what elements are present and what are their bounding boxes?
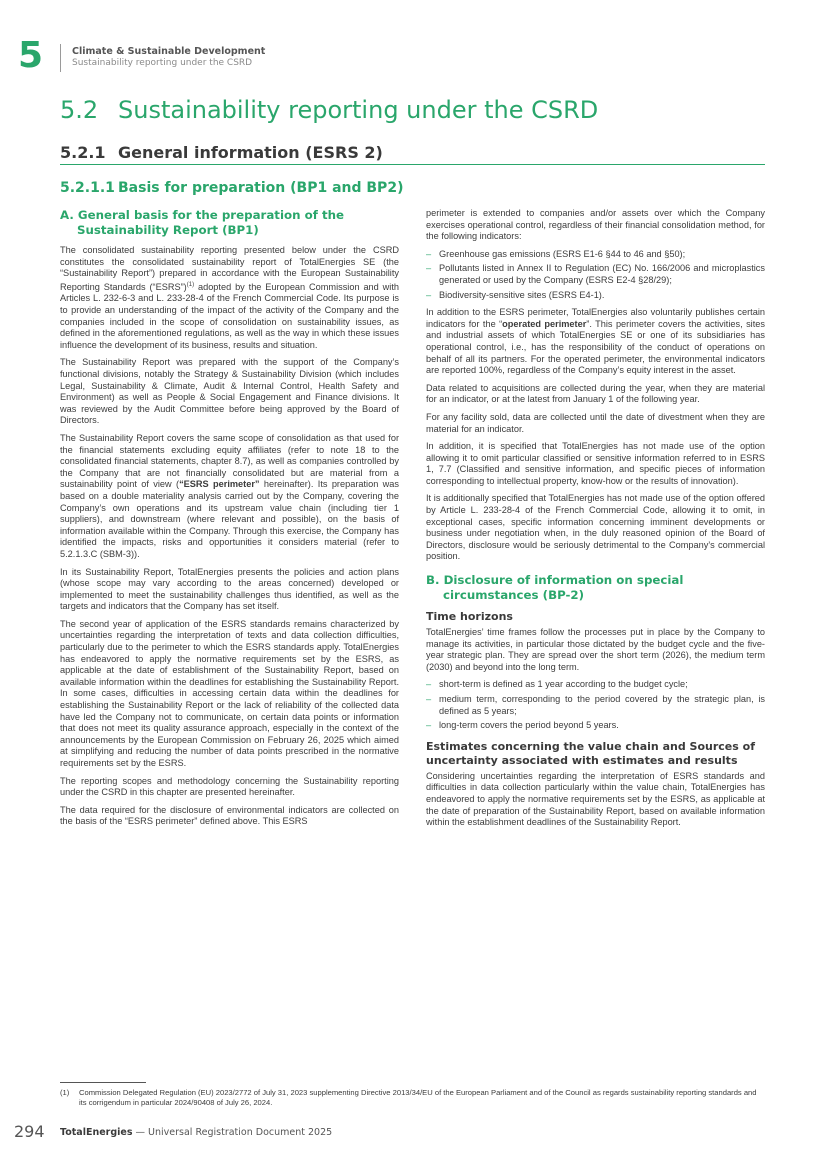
footnote-rule xyxy=(60,1082,146,1083)
page-footer xyxy=(60,1127,332,1138)
paragraph: The Sustainability Report covers the same scope of consolidation as that used for the financial statements excluding equity affiliates (refer to note 18 to the consolidated financial statements, chapter 8.7), as well as companies controlled by the Company that are not financially consolidated but are material from a sustainability point of view (“ESRS perimeter” hereinafter). Its preparation was based on a double materiality analysis carried out by the Company, covering the Company’s own operations and its upstream value chain (including tier 1 suppliers), and downstream (where relevant and possible), on the basis of information available within the Company. Through this exercise, the Company has identified the impacts, risks and opportunities it considers material (refer to 5.2.1.3.C (SBM-3)). xyxy=(60,432,400,559)
paragraph: It is additionally specified that TotalEnergies has not made use of the option offered by Article L. 233-28-4 of the French Commercial Code, allowing it to omit, in exceptional cases, specific information concerning imminent developments or business under negotiation when, in the duly reasoned opinion of the Board of Directors, disclosure would be seriously detrimental to the Company’s commercial position. xyxy=(426,493,765,562)
horizon-list xyxy=(426,679,765,731)
paragraph: In its Sustainability Report, TotalEnergies presents the policies and action plans (whose scope may vary according to the areas concerned) developed or implemented to meet the sustainability challenges thus identified, as well as the targets and indicators that the Company has set itself. xyxy=(60,566,399,612)
list-item: – Pollutants listed in Annex II to Regulation (EC) No. 166/2006 and microplastics generated or used by the Company (ESRS E2-4 §28/29); xyxy=(426,263,765,286)
list-item: – short-term is defined as 1 year according to the budget cycle; xyxy=(426,679,765,691)
paragraph: In addition to the ESRS perimeter, TotalEnergies also voluntarily publishes certain indicators for the “operated perimeter”. This perimeter covers the activities, sites and industrial assets of which TotalEnergies SE or one of its subsidiaries has operational control, i.e., has the responsibility of the conduct of operations on behalf of all its partners. For the operated perimeter, the environmental indicators are reported 100%, regardless of the Company’s equity interest in the asset. xyxy=(426,307,765,376)
chapter-number: 5 xyxy=(18,35,44,76)
section-number: 5.2 xyxy=(60,96,99,124)
company-name: TotalEnergies xyxy=(60,1127,133,1138)
subsubsection-heading xyxy=(60,180,403,196)
chapter-title: Climate & Sustainable Development xyxy=(72,46,266,57)
left-column xyxy=(60,208,399,834)
page-number: 294 xyxy=(14,1122,45,1141)
paragraph: The Sustainability Report was prepared with the support of the Company’s functional divisions, notably the Strategy & Sustainability Division (which includes Legal, Sustainability & Climate, Audit & Internal Control, Health Safety and Environment) as well as People & Social Engagement and Finance divisions. It was reviewed by the Audit Committee before being approved by the Board of Directors. xyxy=(60,357,399,426)
subsubsection-number: 5.2.1.1 xyxy=(60,180,115,196)
right-column xyxy=(426,208,765,835)
list-item: – Biodiversity-sensitive sites (ESRS E4-1). xyxy=(426,290,765,302)
subsection-title: General information (ESRS 2) xyxy=(118,143,383,162)
footnote-text: Commission Delegated Regulation (EU) 2023/2772 of July 31, 2023 supplementing Directive 2013/34/EU of the European Parliament and of the Council as regards sustainability reporting standards and its corrigendum in particular 2024/90408 of July 26, 2024. xyxy=(79,1088,757,1107)
paragraph: Considering uncertainties regarding the interpretation of ESRS standards and difficulties in data collection particularly within the value chain, TotalEnergies has endeavored to apply the normative requirements set by the ESRS, as applicable at the date of preparation of the Sustainability Report, based on available information within the establishment deadlines of the Sustainability Report. xyxy=(426,770,765,828)
section-heading xyxy=(60,96,598,124)
paragraph: The consolidated sustainability reporting presented below under the CSRD constitutes the consolidated sustainability report of TotalEnergies SE (the “Sustainability Report”) prepared in accordance with the European Sustainability Reporting Standards (“ESRS”)$^{(1)}$ adopted by the European Commission and with Articles L. 232-6-3 and L. 233-28-4 of the French Commercial Code. Its purpose is to provide an understanding of the impact of the activity of the Company and the companies included in the scope of consolidation on sustainability issues, as defined in the aforementioned regulations, as well as the way in which these issues influence the development of its business, results and situation. xyxy=(60,245,399,350)
footnote-ref: (1) xyxy=(186,281,195,288)
list-item: – Greenhouse gas emissions (ESRS E1-6 §44 to 46 and §50); xyxy=(426,249,765,261)
esrs-perimeter-term: “ESRS perimeter” xyxy=(179,479,260,490)
paragraph: In addition, it is specified that TotalEnergies has not made use of the option allowing it to omit particular classified or sensitive information referred to in ESRS 1, 7.7 (Classified and sensitive information, and specific pieces of information corresponding to intellectual property, know-how or the results of innovation). xyxy=(426,441,765,486)
paragraph: TotalEnergies’ time frames follow the processes put in place by the Company to manage its activities, in particular those dictated by the budget cycle and the five-year strategic plan. They are spread over the short term (2026), the medium term (2030) and beyond into the long term. xyxy=(426,627,765,672)
paragraph: perimeter is extended to companies and/or assets over which the Company exercises operational control, regardless of their financial consolidation method, for the following indicators: xyxy=(426,208,765,242)
paragraph: Data related to acquisitions are collected during the year, when they are material for an indicator, or at the latest from January 1 of the following year. xyxy=(426,382,765,405)
subsubsection-title: Basis for preparation (BP1 and BP2) xyxy=(118,180,404,196)
estimates-title: Estimates concerning the value chain and Sources of uncertainty associated with estimates and results xyxy=(426,739,755,767)
document-name: — Universal Registration Document 2025 xyxy=(132,1127,333,1138)
list-item: – long-term covers the period beyond 5 years. xyxy=(426,720,765,732)
chapter-subtitle: Sustainability reporting under the CSRD xyxy=(72,58,253,68)
chapter-separator xyxy=(60,44,61,72)
section-title: Sustainability reporting under the CSRD xyxy=(118,96,599,124)
list-item: – medium term, corresponding to the period covered by the strategic plan, is defined as 5 years; xyxy=(426,694,765,717)
footnote xyxy=(60,1088,765,1107)
subsection-number: 5.2.1 xyxy=(60,143,106,162)
subsection-heading xyxy=(60,143,383,162)
operated-perimeter-term: operated perimeter xyxy=(502,318,587,329)
paragraph: The data required for the disclosure of environmental indicators are collected on the basis of the “ESRS perimeter” defined above. This ESRS xyxy=(60,804,399,827)
time-horizons-title: Time horizons xyxy=(426,610,513,624)
subsection-rule xyxy=(60,164,765,165)
paragraph: The reporting scopes and methodology concerning the Sustainability reporting under the CSRD in this chapter are presented hereinafter. xyxy=(60,775,399,798)
indicator-list xyxy=(426,249,765,301)
section-a-title: A. General basis for the preparation of the Sustainability Report (BP1) xyxy=(60,208,344,237)
paragraph: For any facility sold, data are collected until the date of divestment when they are material for an indicator. xyxy=(426,411,765,434)
footnote-mark: (1) xyxy=(60,1088,70,1097)
section-b-title: B. Disclosure of information on special circumstances (BP-2) xyxy=(426,573,684,603)
paragraph: The second year of application of the ESRS standards remains characterized by uncertainties regarding the interpretation of texts and data collection difficulties, particularly due to the perimeter to which the ESRS standards apply. TotalEnergies has endeavored to apply the normative requirements set by the ESRS, as applicable at the date of establishment of the Sustainability Report, based on available information within the deadlines for establishing the Sustainability Report. In some cases, difficulties in accessing certain data within the deadlines for establishing the Sustainability Report or the lack of reliability of the collected data have led the Company not to communicate, on certain data points or information that does not meet its quality assurance approach, especially in the context of the announcements by the European Commission on February 26, 2025 which aimed at simplifying and reducing the number of data points prescribed in the normative requirements set by the ESRS. xyxy=(60,618,399,768)
